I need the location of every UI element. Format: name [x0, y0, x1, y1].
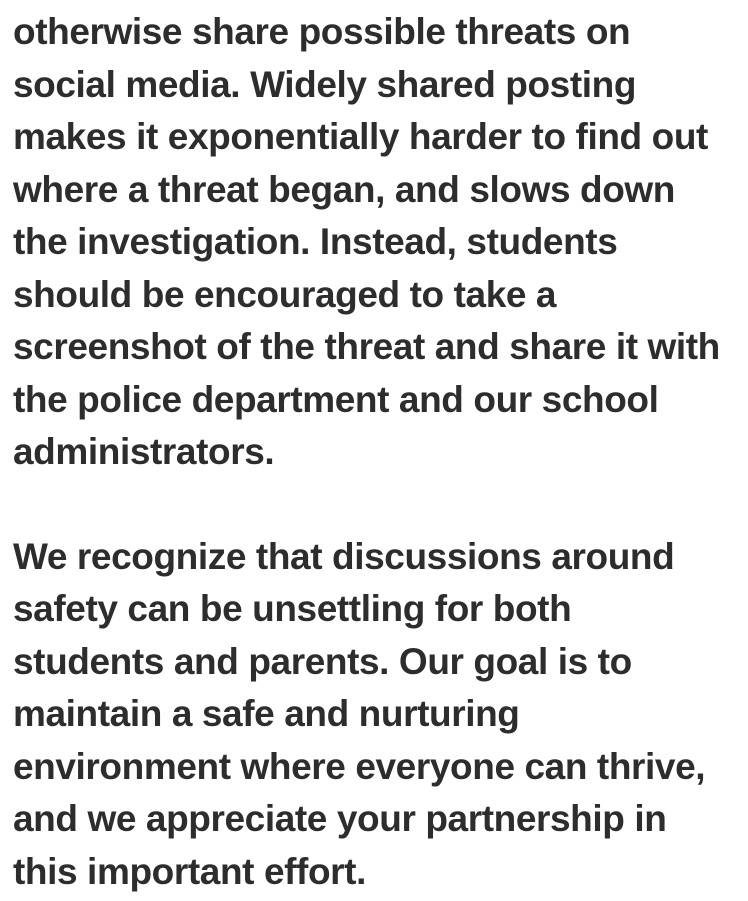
text-line: where a threat began, and slows down	[13, 168, 676, 210]
text-line: should be encouraged to take a	[13, 273, 557, 315]
text-line: screenshot of the threat and share it with	[13, 326, 720, 367]
text-line: We recognize that discussions around	[13, 535, 675, 577]
paragraph-threat-reporting	[13, 6, 738, 479]
text-line: administrators.	[13, 431, 275, 472]
text-line: the investigation. Instead, students	[13, 221, 618, 262]
text-line: otherwise share possible threats on	[13, 11, 631, 52]
text-line: students and parents. Our goal is to	[13, 640, 632, 682]
text-line: maintain a safe and nurturing	[13, 693, 520, 734]
text-line: safety can be unsettling for both	[13, 588, 572, 629]
text-line: this important effort.	[13, 850, 366, 892]
text-line: and we appreciate your partnership in	[13, 798, 667, 839]
text-line: environment where everyone can thrive,	[13, 745, 706, 787]
text-line: the police department and our school	[13, 378, 659, 420]
text-line: makes it exponentially harder to find out	[13, 116, 708, 157]
paragraph-safety-partnership	[13, 531, 738, 899]
text-line: social media. Widely shared posting	[13, 63, 637, 105]
